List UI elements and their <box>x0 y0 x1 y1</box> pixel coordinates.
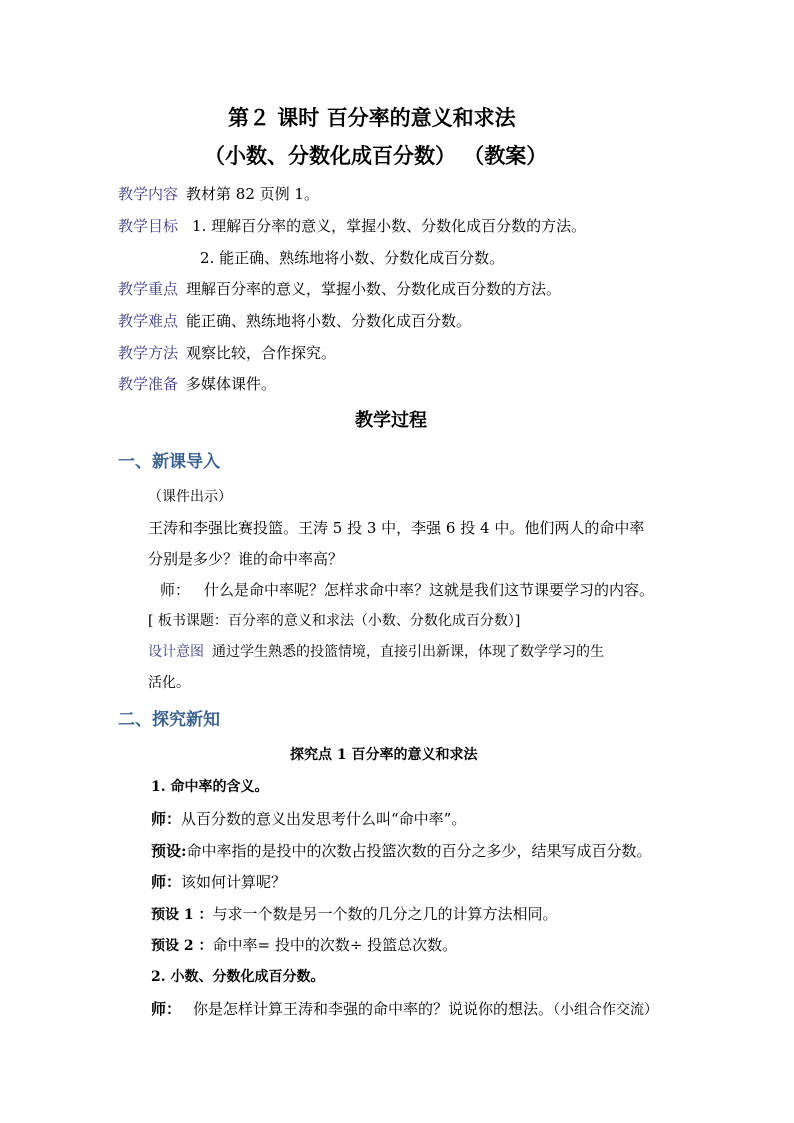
info-goal-row <box>118 216 586 236</box>
info-difficult-row <box>118 311 471 331</box>
goal-label: 教学目标 <box>118 217 179 235</box>
content-text: 教材第 82 页例 1。 <box>186 185 319 203</box>
difficult-label: 教学难点 <box>118 312 179 330</box>
t2-text: 该如何计算呢？ <box>181 873 287 891</box>
process-heading: 教学过程 <box>355 410 427 431</box>
teacher-row-2 <box>151 872 286 892</box>
design-label: 设计意图 <box>148 644 204 660</box>
point-2-title: 2. 小数、分数化成百分数。 <box>151 969 325 985</box>
preset-row-1 <box>151 841 652 861</box>
teacher-question-row <box>160 580 654 600</box>
design-intent-row <box>148 642 604 662</box>
t2-label: 师： <box>151 873 182 891</box>
teacher-row-3 <box>151 999 658 1020</box>
info-content-row <box>118 184 319 204</box>
t3-note: （小组合作交流） <box>553 1002 659 1018</box>
prep-label: 教学准备 <box>118 375 179 393</box>
t1-text: 从百分数的意义出发思考什么叫“命中率”。 <box>181 810 467 828</box>
courseware-note: （课件出示） <box>148 489 232 505</box>
prep-text: 多媒体课件。 <box>186 375 277 393</box>
design-text-1: 通过学生熟悉的投篮情境，直接引出新课，体现了数学学习的生 <box>212 644 604 660</box>
p2-text: 与求一个数是另一个数的几分之几的计算方法相同。 <box>212 905 558 923</box>
content-label: 教学内容 <box>118 185 179 203</box>
info-prep-row <box>118 374 276 394</box>
t3-label: 师： <box>151 1000 182 1018</box>
p1-label: 预设: <box>151 842 187 860</box>
key-label: 教学重点 <box>118 280 179 298</box>
teacher-text: 什么是命中率呢？怎样求命中率？这就是我们这节课要学习的内容。 <box>204 581 655 599</box>
method-label: 教学方法 <box>118 344 179 362</box>
teacher-row-1 <box>151 809 466 829</box>
page-subtitle: （小数、分数化成百分数） （教案） <box>204 143 548 168</box>
t1-label: 师： <box>151 810 182 828</box>
section-2-heading: 二、探究新知 <box>118 710 220 730</box>
explore-point-heading: 探究点 1 百分率的意义和求法 <box>290 747 478 763</box>
key-text: 理解百分率的意义，掌握小数、分数化成百分数的方法。 <box>186 280 562 298</box>
design-text-2: 活化。 <box>148 675 190 691</box>
section-1-heading: 一、新课导入 <box>118 452 220 472</box>
board-title: [ 板书课题：百分率的意义和求法（小数、分数化成百分数）] <box>148 613 521 629</box>
p2-label: 预设 1 ： <box>151 907 213 923</box>
problem-line-1: 王涛和李强比赛投篮。王涛 5 投 3 中，李强 6 投 4 中。他们两人的命中率 <box>148 519 645 537</box>
point-1-title: 1. 命中率的含义。 <box>151 779 269 795</box>
p3-text: 命中率= 投中的次数÷ 投篮总次数。 <box>212 936 458 954</box>
difficult-text: 能正确、熟练地将小数、分数化成百分数。 <box>186 312 472 330</box>
info-key-row <box>118 279 561 299</box>
t3-text: 你是怎样计算王涛和李强的命中率的？说说你的想法。 <box>193 1000 554 1018</box>
preset-row-2 <box>151 904 558 925</box>
problem-line-2: 分别是多少？谁的命中率高？ <box>148 550 344 568</box>
page-title: 第２ 课时 百分率的意义和求法 <box>228 105 516 130</box>
p1-text: 命中率指的是投中的次数占投篮次数的百分之多少，结果写成百分数。 <box>186 842 652 860</box>
goal-2-text: 2. 能正确、熟练地将小数、分数化成百分数。 <box>200 249 505 267</box>
teacher-label: 师： <box>160 581 191 599</box>
preset-row-3 <box>151 935 457 956</box>
info-method-row <box>118 343 336 363</box>
method-text: 观察比较，合作探究。 <box>186 344 337 362</box>
goal-1-text: 1. 理解百分率的意义，掌握小数、分数化成百分数的方法。 <box>192 217 587 235</box>
p3-label: 预设 2 ： <box>151 938 213 954</box>
